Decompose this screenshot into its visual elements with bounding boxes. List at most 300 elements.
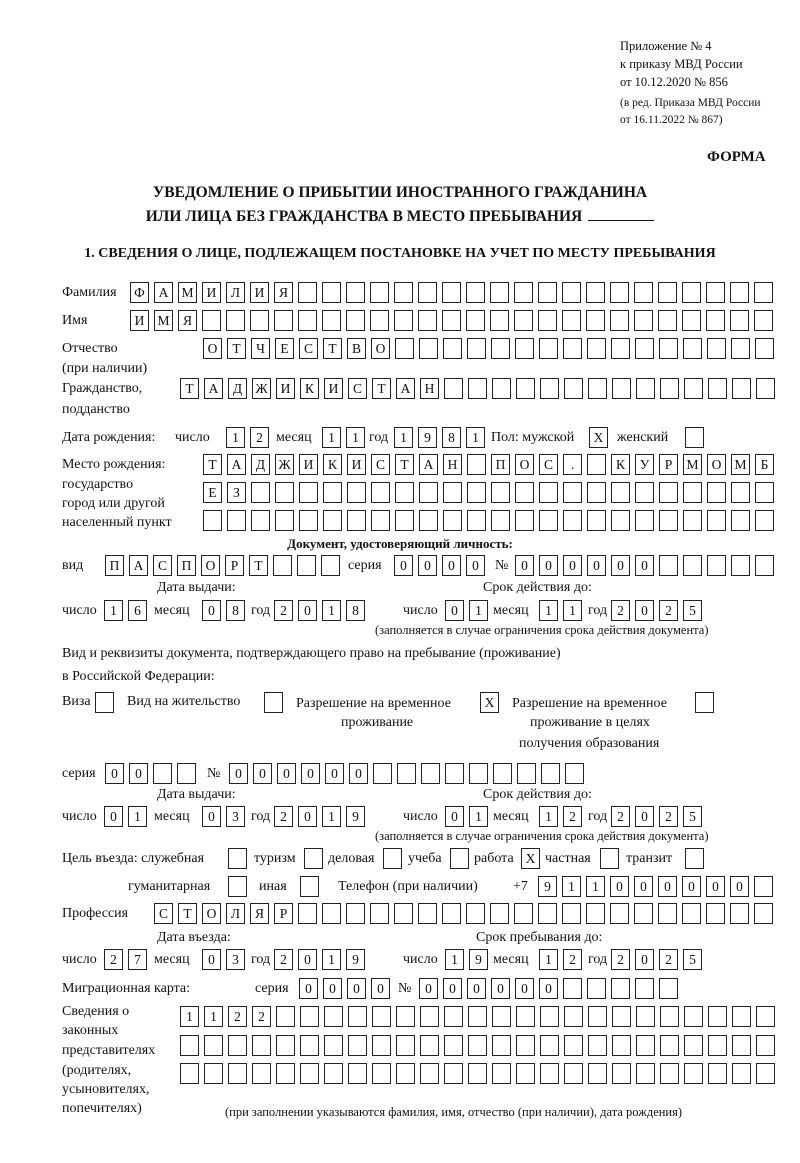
- char-box[interactable]: О: [202, 903, 221, 924]
- char-box[interactable]: [466, 282, 485, 303]
- char-box[interactable]: 1: [322, 600, 341, 621]
- char-box[interactable]: [204, 1035, 223, 1056]
- char-box[interactable]: [611, 338, 630, 359]
- char-box[interactable]: С: [154, 903, 173, 924]
- char-box[interactable]: [467, 482, 486, 503]
- char-box[interactable]: Т: [323, 338, 342, 359]
- char-box[interactable]: 2: [274, 600, 293, 621]
- char-box[interactable]: [153, 763, 172, 784]
- char-box[interactable]: [658, 310, 677, 331]
- char-box[interactable]: [396, 1035, 415, 1056]
- char-box[interactable]: [731, 482, 750, 503]
- char-box[interactable]: 0: [610, 876, 629, 897]
- char-box[interactable]: [324, 1006, 343, 1027]
- char-box[interactable]: 8: [346, 600, 365, 621]
- char-box[interactable]: [493, 763, 512, 784]
- char-box[interactable]: Н: [420, 378, 439, 399]
- char-box[interactable]: 0: [467, 978, 486, 999]
- char-box[interactable]: М: [731, 454, 750, 475]
- char-box[interactable]: 0: [419, 978, 438, 999]
- char-box[interactable]: 0: [104, 806, 123, 827]
- char-box[interactable]: [586, 282, 605, 303]
- char-box[interactable]: 1: [204, 1006, 223, 1027]
- char-box[interactable]: 2: [611, 600, 630, 621]
- char-box[interactable]: [706, 310, 725, 331]
- char-box[interactable]: [443, 482, 462, 503]
- char-box[interactable]: [731, 555, 750, 576]
- char-box[interactable]: [204, 1063, 223, 1084]
- char-box[interactable]: 0: [299, 978, 318, 999]
- char-box[interactable]: [492, 1006, 511, 1027]
- char-box[interactable]: [588, 1063, 607, 1084]
- char-box[interactable]: [323, 510, 342, 531]
- char-box[interactable]: 1: [226, 427, 245, 448]
- char-box[interactable]: 0: [394, 555, 413, 576]
- purpose-transit-checkbox[interactable]: [685, 848, 704, 869]
- char-box[interactable]: О: [707, 454, 726, 475]
- char-box[interactable]: [706, 282, 725, 303]
- char-box[interactable]: 1: [539, 600, 558, 621]
- char-box[interactable]: [299, 510, 318, 531]
- char-box[interactable]: 0: [634, 876, 653, 897]
- char-box[interactable]: [660, 378, 679, 399]
- char-box[interactable]: [300, 1063, 319, 1084]
- char-box[interactable]: [564, 1006, 583, 1027]
- char-box[interactable]: [636, 1035, 655, 1056]
- char-box[interactable]: П: [491, 454, 510, 475]
- char-box[interactable]: [732, 378, 751, 399]
- char-box[interactable]: 6: [128, 600, 147, 621]
- char-box[interactable]: [730, 310, 749, 331]
- char-box[interactable]: [562, 903, 581, 924]
- char-box[interactable]: [660, 1035, 679, 1056]
- char-box[interactable]: [540, 378, 559, 399]
- char-box[interactable]: [564, 1063, 583, 1084]
- char-box[interactable]: О: [371, 338, 390, 359]
- char-box[interactable]: [586, 903, 605, 924]
- char-box[interactable]: [276, 1006, 295, 1027]
- char-box[interactable]: [514, 310, 533, 331]
- char-box[interactable]: Т: [203, 454, 222, 475]
- char-box[interactable]: О: [201, 555, 220, 576]
- char-box[interactable]: [634, 282, 653, 303]
- char-box[interactable]: Ж: [275, 454, 294, 475]
- char-box[interactable]: [443, 338, 462, 359]
- char-box[interactable]: [683, 510, 702, 531]
- char-box[interactable]: 0: [515, 555, 534, 576]
- char-box[interactable]: 2: [252, 1006, 271, 1027]
- char-box[interactable]: 2: [659, 806, 678, 827]
- purpose-study-checkbox[interactable]: [450, 848, 469, 869]
- char-box[interactable]: [299, 482, 318, 503]
- char-box[interactable]: 9: [469, 949, 488, 970]
- char-box[interactable]: [684, 1035, 703, 1056]
- char-box[interactable]: [587, 338, 606, 359]
- char-box[interactable]: [466, 310, 485, 331]
- char-box[interactable]: [564, 378, 583, 399]
- char-box[interactable]: [490, 310, 509, 331]
- purpose-business-checkbox[interactable]: [383, 848, 402, 869]
- char-box[interactable]: [539, 510, 558, 531]
- char-box[interactable]: [348, 1035, 367, 1056]
- char-box[interactable]: С: [539, 454, 558, 475]
- char-box[interactable]: 0: [730, 876, 749, 897]
- char-box[interactable]: [274, 310, 293, 331]
- char-box[interactable]: [636, 1063, 655, 1084]
- char-box[interactable]: 0: [229, 763, 248, 784]
- char-box[interactable]: [347, 510, 366, 531]
- char-box[interactable]: [564, 1035, 583, 1056]
- char-box[interactable]: [492, 1063, 511, 1084]
- char-box[interactable]: Д: [228, 378, 247, 399]
- char-box[interactable]: 2: [659, 600, 678, 621]
- char-box[interactable]: [562, 282, 581, 303]
- char-box[interactable]: [251, 482, 270, 503]
- char-box[interactable]: И: [202, 282, 221, 303]
- char-box[interactable]: [587, 510, 606, 531]
- char-box[interactable]: Я: [178, 310, 197, 331]
- char-box[interactable]: [514, 903, 533, 924]
- char-box[interactable]: [372, 1006, 391, 1027]
- char-box[interactable]: [298, 903, 317, 924]
- char-box[interactable]: [180, 1035, 199, 1056]
- char-box[interactable]: 2: [228, 1006, 247, 1027]
- char-box[interactable]: И: [299, 454, 318, 475]
- char-box[interactable]: [418, 282, 437, 303]
- char-box[interactable]: К: [611, 454, 630, 475]
- char-box[interactable]: Т: [178, 903, 197, 924]
- char-box[interactable]: [490, 903, 509, 924]
- char-box[interactable]: [348, 1006, 367, 1027]
- char-box[interactable]: [298, 282, 317, 303]
- char-box[interactable]: [491, 338, 510, 359]
- char-box[interactable]: [611, 482, 630, 503]
- char-box[interactable]: [756, 1063, 775, 1084]
- char-box[interactable]: [610, 903, 629, 924]
- char-box[interactable]: [612, 1006, 631, 1027]
- char-box[interactable]: [397, 763, 416, 784]
- sex-male-checkbox[interactable]: X: [589, 427, 608, 448]
- sex-female-checkbox[interactable]: [685, 427, 704, 448]
- char-box[interactable]: [635, 338, 654, 359]
- char-box[interactable]: [708, 1063, 727, 1084]
- char-box[interactable]: [515, 510, 534, 531]
- char-box[interactable]: 8: [442, 427, 461, 448]
- char-box[interactable]: В: [347, 338, 366, 359]
- char-box[interactable]: 0: [515, 978, 534, 999]
- char-box[interactable]: [708, 1006, 727, 1027]
- char-box[interactable]: О: [203, 338, 222, 359]
- char-box[interactable]: [587, 454, 606, 475]
- purpose-official-checkbox[interactable]: [228, 848, 247, 869]
- char-box[interactable]: 9: [346, 806, 365, 827]
- char-box[interactable]: [469, 763, 488, 784]
- char-box[interactable]: [563, 482, 582, 503]
- char-box[interactable]: 1: [104, 600, 123, 621]
- char-box[interactable]: 1: [180, 1006, 199, 1027]
- char-box[interactable]: 1: [469, 806, 488, 827]
- char-box[interactable]: [635, 510, 654, 531]
- char-box[interactable]: [707, 482, 726, 503]
- char-box[interactable]: 1: [346, 427, 365, 448]
- char-box[interactable]: А: [154, 282, 173, 303]
- char-box[interactable]: Т: [395, 454, 414, 475]
- char-box[interactable]: Л: [226, 903, 245, 924]
- char-box[interactable]: [538, 282, 557, 303]
- char-box[interactable]: [421, 763, 440, 784]
- char-box[interactable]: О: [515, 454, 534, 475]
- purpose-tourism-checkbox[interactable]: [304, 848, 323, 869]
- char-box[interactable]: Р: [225, 555, 244, 576]
- char-box[interactable]: [732, 1035, 751, 1056]
- char-box[interactable]: [445, 763, 464, 784]
- char-box[interactable]: 0: [301, 763, 320, 784]
- char-box[interactable]: [419, 482, 438, 503]
- char-box[interactable]: [491, 510, 510, 531]
- char-box[interactable]: [442, 310, 461, 331]
- char-box[interactable]: [490, 282, 509, 303]
- char-box[interactable]: [370, 903, 389, 924]
- char-box[interactable]: [541, 763, 560, 784]
- char-box[interactable]: [756, 378, 775, 399]
- char-box[interactable]: [373, 763, 392, 784]
- char-box[interactable]: 1: [562, 876, 581, 897]
- char-box[interactable]: 0: [635, 949, 654, 970]
- char-box[interactable]: [754, 903, 773, 924]
- char-box[interactable]: [683, 555, 702, 576]
- trpe-checkbox[interactable]: [695, 692, 714, 713]
- char-box[interactable]: Т: [227, 338, 246, 359]
- char-box[interactable]: [394, 310, 413, 331]
- char-box[interactable]: [396, 1006, 415, 1027]
- char-box[interactable]: [539, 338, 558, 359]
- char-box[interactable]: [516, 1035, 535, 1056]
- char-box[interactable]: [370, 282, 389, 303]
- char-box[interactable]: [323, 482, 342, 503]
- char-box[interactable]: 0: [418, 555, 437, 576]
- char-box[interactable]: 1: [322, 949, 341, 970]
- residence-checkbox[interactable]: [264, 692, 283, 713]
- char-box[interactable]: [659, 482, 678, 503]
- char-box[interactable]: [683, 482, 702, 503]
- char-box[interactable]: [707, 338, 726, 359]
- char-box[interactable]: 9: [538, 876, 557, 897]
- char-box[interactable]: [468, 1006, 487, 1027]
- char-box[interactable]: [276, 1063, 295, 1084]
- char-box[interactable]: 9: [346, 949, 365, 970]
- char-box[interactable]: [562, 310, 581, 331]
- char-box[interactable]: 1: [563, 600, 582, 621]
- char-box[interactable]: [706, 903, 725, 924]
- char-box[interactable]: [682, 282, 701, 303]
- char-box[interactable]: [228, 1035, 247, 1056]
- char-box[interactable]: [730, 282, 749, 303]
- char-box[interactable]: Е: [203, 482, 222, 503]
- char-box[interactable]: [396, 1063, 415, 1084]
- char-box[interactable]: [444, 1035, 463, 1056]
- char-box[interactable]: [611, 978, 630, 999]
- char-box[interactable]: [298, 310, 317, 331]
- char-box[interactable]: [273, 555, 292, 576]
- char-box[interactable]: Л: [226, 282, 245, 303]
- char-box[interactable]: 1: [445, 949, 464, 970]
- char-box[interactable]: Д: [251, 454, 270, 475]
- char-box[interactable]: [444, 378, 463, 399]
- char-box[interactable]: А: [227, 454, 246, 475]
- title-blank-line[interactable]: [588, 206, 654, 221]
- char-box[interactable]: [588, 1006, 607, 1027]
- char-box[interactable]: [515, 482, 534, 503]
- char-box[interactable]: [516, 1063, 535, 1084]
- char-box[interactable]: 1: [128, 806, 147, 827]
- char-box[interactable]: 0: [253, 763, 272, 784]
- char-box[interactable]: 8: [226, 600, 245, 621]
- purpose-private-checkbox[interactable]: [600, 848, 619, 869]
- char-box[interactable]: 2: [611, 806, 630, 827]
- char-box[interactable]: 1: [466, 427, 485, 448]
- char-box[interactable]: [732, 1006, 751, 1027]
- char-box[interactable]: 5: [683, 806, 702, 827]
- char-box[interactable]: И: [347, 454, 366, 475]
- char-box[interactable]: [610, 310, 629, 331]
- char-box[interactable]: [707, 555, 726, 576]
- char-box[interactable]: [419, 338, 438, 359]
- char-box[interactable]: С: [371, 454, 390, 475]
- char-box[interactable]: 0: [202, 806, 221, 827]
- char-box[interactable]: [276, 1035, 295, 1056]
- char-box[interactable]: [275, 482, 294, 503]
- char-box[interactable]: [371, 482, 390, 503]
- char-box[interactable]: [202, 310, 221, 331]
- char-box[interactable]: [563, 510, 582, 531]
- char-box[interactable]: [565, 763, 584, 784]
- char-box[interactable]: [683, 338, 702, 359]
- char-box[interactable]: 0: [587, 555, 606, 576]
- char-box[interactable]: М: [683, 454, 702, 475]
- char-box[interactable]: [660, 1063, 679, 1084]
- char-box[interactable]: [682, 310, 701, 331]
- char-box[interactable]: Е: [275, 338, 294, 359]
- char-box[interactable]: Р: [274, 903, 293, 924]
- char-box[interactable]: [348, 1063, 367, 1084]
- char-box[interactable]: [755, 338, 774, 359]
- char-box[interactable]: С: [153, 555, 172, 576]
- char-box[interactable]: 0: [129, 763, 148, 784]
- char-box[interactable]: [466, 903, 485, 924]
- char-box[interactable]: Ф: [130, 282, 149, 303]
- char-box[interactable]: [372, 1063, 391, 1084]
- char-box[interactable]: [634, 903, 653, 924]
- char-box[interactable]: [322, 310, 341, 331]
- char-box[interactable]: [347, 482, 366, 503]
- char-box[interactable]: [250, 310, 269, 331]
- char-box[interactable]: [636, 1006, 655, 1027]
- char-box[interactable]: [346, 310, 365, 331]
- char-box[interactable]: [418, 903, 437, 924]
- char-box[interactable]: [731, 510, 750, 531]
- char-box[interactable]: И: [324, 378, 343, 399]
- char-box[interactable]: 7: [128, 949, 147, 970]
- char-box[interactable]: [468, 1063, 487, 1084]
- char-box[interactable]: [540, 1063, 559, 1084]
- char-box[interactable]: [684, 378, 703, 399]
- char-box[interactable]: [252, 1035, 271, 1056]
- char-box[interactable]: [732, 1063, 751, 1084]
- char-box[interactable]: 5: [683, 949, 702, 970]
- char-box[interactable]: 1: [322, 427, 341, 448]
- char-box[interactable]: [467, 510, 486, 531]
- char-box[interactable]: 1: [322, 806, 341, 827]
- char-box[interactable]: [755, 510, 774, 531]
- char-box[interactable]: 0: [658, 876, 677, 897]
- char-box[interactable]: [586, 310, 605, 331]
- char-box[interactable]: [756, 1006, 775, 1027]
- char-box[interactable]: 2: [274, 949, 293, 970]
- char-box[interactable]: [370, 310, 389, 331]
- char-box[interactable]: 0: [443, 978, 462, 999]
- char-box[interactable]: [346, 903, 365, 924]
- char-box[interactable]: [322, 282, 341, 303]
- char-box[interactable]: А: [419, 454, 438, 475]
- char-box[interactable]: Ч: [251, 338, 270, 359]
- char-box[interactable]: Н: [443, 454, 462, 475]
- char-box[interactable]: [515, 338, 534, 359]
- char-box[interactable]: А: [129, 555, 148, 576]
- char-box[interactable]: [228, 1063, 247, 1084]
- char-box[interactable]: Т: [249, 555, 268, 576]
- char-box[interactable]: 0: [277, 763, 296, 784]
- char-box[interactable]: Ж: [252, 378, 271, 399]
- char-box[interactable]: 0: [298, 806, 317, 827]
- char-box[interactable]: П: [105, 555, 124, 576]
- char-box[interactable]: [754, 876, 773, 897]
- char-box[interactable]: Р: [659, 454, 678, 475]
- char-box[interactable]: [684, 1063, 703, 1084]
- char-box[interactable]: [395, 338, 414, 359]
- char-box[interactable]: [492, 378, 511, 399]
- char-box[interactable]: [297, 555, 316, 576]
- char-box[interactable]: [251, 510, 270, 531]
- char-box[interactable]: 1: [586, 876, 605, 897]
- char-box[interactable]: [636, 378, 655, 399]
- char-box[interactable]: [324, 1063, 343, 1084]
- char-box[interactable]: 0: [539, 555, 558, 576]
- char-box[interactable]: М: [154, 310, 173, 331]
- char-box[interactable]: Т: [372, 378, 391, 399]
- purpose-work-checkbox[interactable]: X: [521, 848, 540, 869]
- char-box[interactable]: [539, 482, 558, 503]
- char-box[interactable]: 2: [250, 427, 269, 448]
- char-box[interactable]: [635, 978, 654, 999]
- char-box[interactable]: 2: [659, 949, 678, 970]
- char-box[interactable]: [442, 903, 461, 924]
- char-box[interactable]: [659, 978, 678, 999]
- char-box[interactable]: [444, 1006, 463, 1027]
- char-box[interactable]: [730, 903, 749, 924]
- char-box[interactable]: Я: [250, 903, 269, 924]
- char-box[interactable]: 0: [635, 600, 654, 621]
- char-box[interactable]: [658, 903, 677, 924]
- char-box[interactable]: [612, 1035, 631, 1056]
- char-box[interactable]: [588, 378, 607, 399]
- char-box[interactable]: 0: [635, 555, 654, 576]
- char-box[interactable]: И: [250, 282, 269, 303]
- char-box[interactable]: 1: [539, 949, 558, 970]
- char-box[interactable]: 2: [611, 949, 630, 970]
- char-box[interactable]: [394, 282, 413, 303]
- char-box[interactable]: 0: [682, 876, 701, 897]
- char-box[interactable]: 0: [442, 555, 461, 576]
